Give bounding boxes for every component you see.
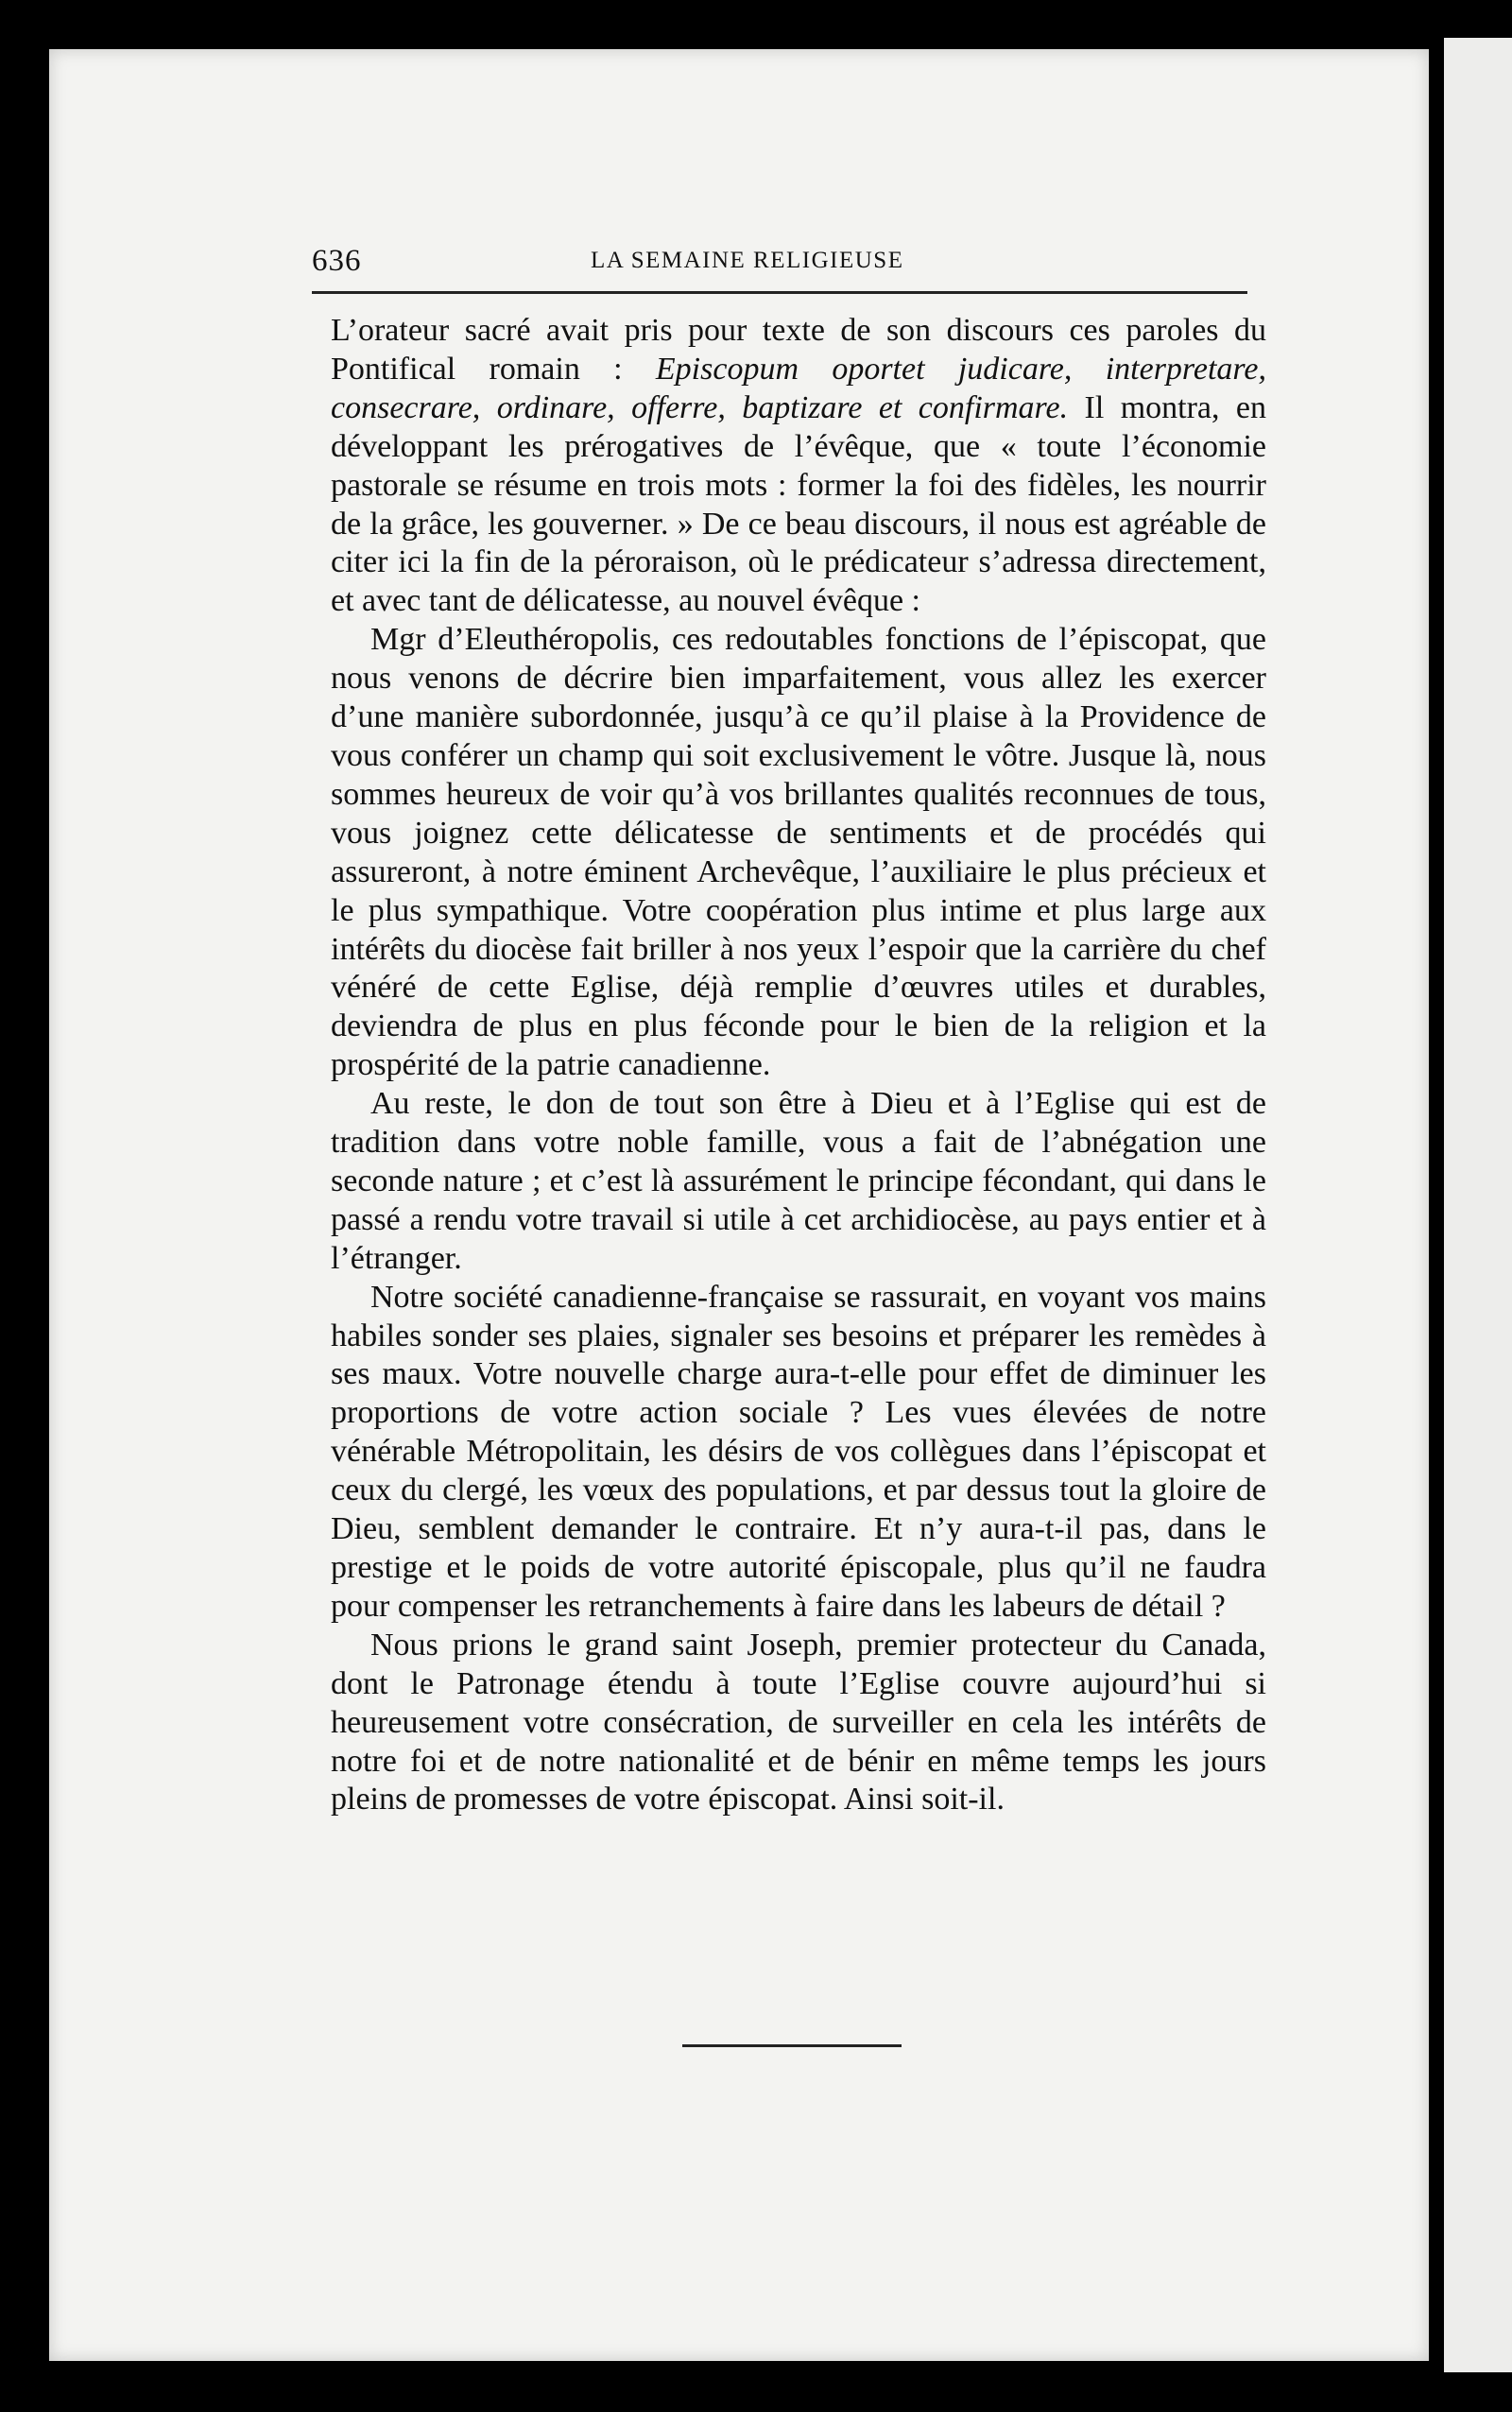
paragraph-prayer: Nous prions le grand saint Joseph, premier protecteur du Canada, dont le Patronage étendu à toute l’Eglise couvre aujourd’hui si heureusement votre consécration, de surveiller en cela les intérêts de notre foi et de notre nationalité et de bénir en même temps les jours pleins de promesses de votre épiscopat. Ainsi soit-il. xyxy=(331,1627,1266,1818)
paragraph-intro xyxy=(331,312,1266,621)
body-text xyxy=(331,312,1266,1819)
paragraph-tradition: Au reste, le don de tout son être à Dieu et à l’Eglise qui est de tradition dans votre noble famille, vous a fait de l’abnégation une seconde nature ; et c’est là assurément le principe fécondant, qui dans le passé a rendu votre travail si utile à cet archidiocèse, au pays entier et à l’étranger. xyxy=(331,1086,1266,1276)
paragraph-address: Mgr d’Eleuthéropolis, ces redoutables fonctions de l’épiscopat, que nous venons de décrire bien imparfaitement, vous allez les exercer d’une manière subordonnée, jusqu’à ce qu’il plaise à la Providence de vous conférer un champ qui soit exclusivement le vôtre. Jusque là, nous sommes heureux de voir qu’à vos brillantes qualités reconnues de tous, vous joignez cette délicatesse de sentiments et de procédés qui assureront, à notre éminent Archevêque, l’auxiliaire le plus précieux et le plus sympathique. Votre coopération plus intime et plus large aux intérêts du diocèse fait briller à nos yeux l’espoir que la carrière du chef vénéré de cette Eglise, déjà remplie d’œuvres utiles et durables, deviendra de plus en plus féconde pour le bien de la religion et la prospérité de la patrie canadienne. xyxy=(331,622,1266,1083)
header-rule xyxy=(312,291,1247,294)
running-title: LA SEMAINE RELIGIEUSE xyxy=(591,248,904,273)
paragraph-intro-text: L’orateur sacré avait pris pour texte de son discours ces paroles du Pontifical romain : xyxy=(331,313,1266,387)
page-header xyxy=(312,244,1247,291)
adjacent-page-edge xyxy=(1444,38,1512,2372)
closing-rule xyxy=(682,2044,902,2047)
latin-quotation: Episcopum oportet judicare, interpretare, consecrare, ordinare, offerre, baptizare et confirmare. xyxy=(331,351,1266,425)
page-number: 636 xyxy=(312,244,362,278)
paragraph-society: Notre société canadienne-française se rassurait, en voyant vos mains habiles sonder ses plaies, signaler ses besoins et préparer les remèdes à ses maux. Votre nouvelle charge aura-t-elle pour effet de diminuer les proportions de votre action sociale ? Les vues élevées de notre vénérable Métropolitain, les désirs de vos collègues dans l’épiscopat et ceux du clergé, les vœux des populations, et par dessus tout la gloire de Dieu, semblent demander le contraire. Et n’y aura-t-il pas, dans le prestige et le poids de votre autorité épiscopale, plus qu’il ne faudra pour compenser les retranchements à faire dans les labeurs de détail ? xyxy=(331,1279,1266,1624)
paragraph-intro-continuation: Il montra, en développant les prérogatives de l’évêque, que « toute l’économie pastorale se résume en trois mots : former la foi des fidèles, les nourrir de la grâce, les gouverner. » De ce beau discours, il nous est agréable de citer ici la fin de la péroraison, où le prédicateur s’adressa directement, et avec tant de délicatesse, au nouvel évêque : xyxy=(331,389,1266,619)
